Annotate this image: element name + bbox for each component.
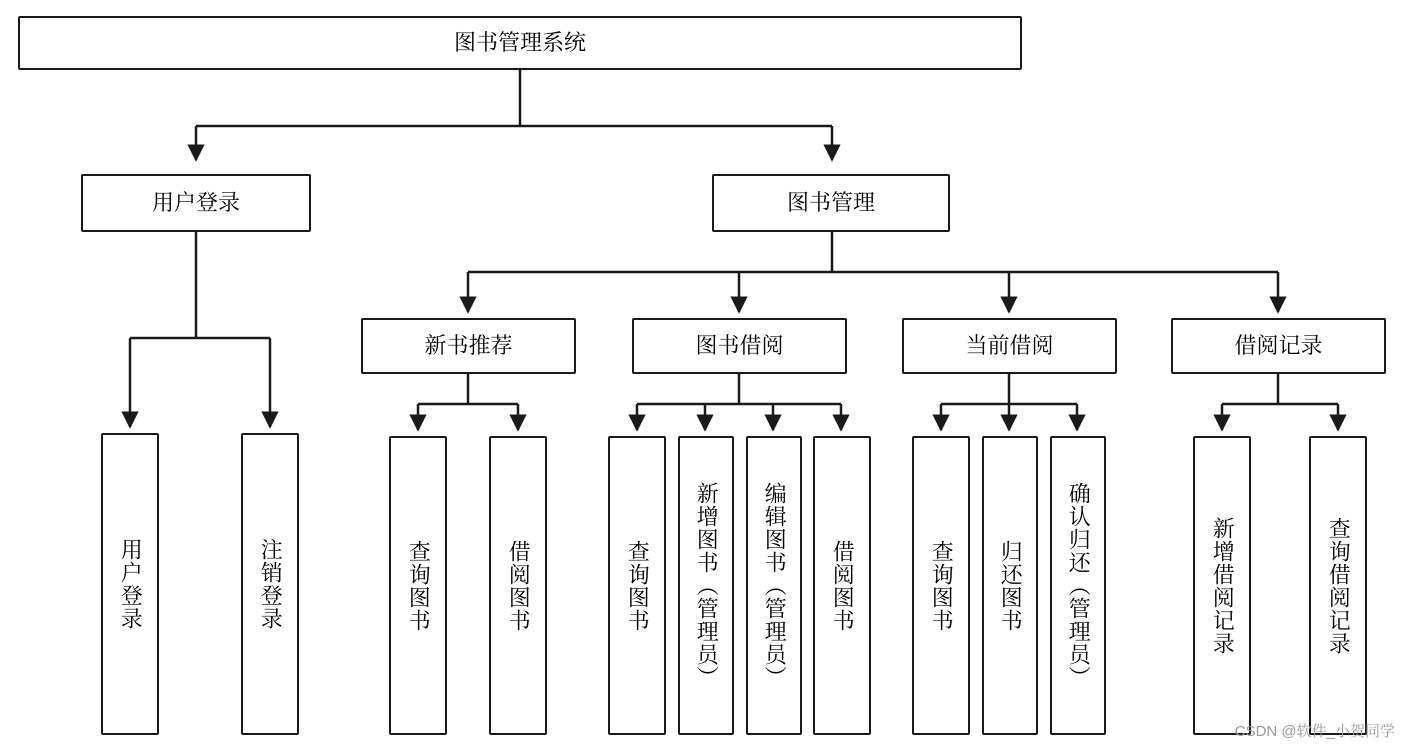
node-book-borrow[interactable] — [632, 318, 847, 374]
leaf-query-record-label: 查询借阅记录 — [1326, 516, 1352, 655]
node-root-label: 图书管理系统 — [453, 30, 586, 56]
leaf-user-login-label: 用户登录 — [118, 538, 144, 630]
node-book-borrow-label: 图书借阅 — [695, 333, 784, 359]
node-current-borrow-label: 当前借阅 — [965, 333, 1054, 359]
leaf-query-book-2-label: 查询图书 — [625, 539, 651, 632]
leaf-query-record[interactable] — [1309, 436, 1367, 735]
leaf-borrow-book-1[interactable] — [489, 436, 547, 735]
leaf-confirm-return-label: 确认归还（管理员） — [1066, 482, 1092, 689]
leaf-logout[interactable] — [241, 433, 299, 735]
leaf-add-record[interactable] — [1193, 436, 1251, 735]
leaf-query-book-1[interactable] — [389, 436, 447, 735]
leaf-query-book-3-label: 查询图书 — [929, 539, 955, 632]
leaf-add-record-label: 新增借阅记录 — [1210, 516, 1236, 655]
node-book-manage-label: 图书管理 — [786, 190, 875, 216]
leaf-borrow-book-1-label: 借阅图书 — [506, 539, 532, 632]
node-root[interactable] — [18, 16, 1022, 70]
leaf-borrow-book-2-label: 借阅图书 — [830, 539, 856, 632]
leaf-return-book-label: 归还图书 — [998, 539, 1024, 632]
leaf-edit-book-label: 编辑图书（管理员） — [762, 482, 788, 689]
node-borrow-record[interactable] — [1171, 318, 1386, 374]
node-borrow-record-label: 借阅记录 — [1234, 333, 1323, 359]
leaf-confirm-return[interactable] — [1050, 436, 1106, 735]
node-new-book-rec-label: 新书推荐 — [424, 333, 513, 359]
leaf-add-book[interactable] — [678, 436, 734, 735]
watermark: CSDN @软件_小贺同学 — [1234, 723, 1395, 740]
leaf-query-book-1-label: 查询图书 — [406, 539, 432, 632]
leaf-borrow-book-2[interactable] — [813, 436, 871, 735]
leaf-query-book-3[interactable] — [912, 436, 970, 735]
node-new-book-rec[interactable] — [361, 318, 576, 374]
node-book-manage[interactable] — [712, 174, 950, 232]
node-current-borrow[interactable] — [902, 318, 1117, 374]
leaf-logout-label: 注销登录 — [258, 538, 284, 630]
leaf-add-book-label: 新增图书（管理员） — [694, 482, 720, 689]
node-user-login-label: 用户登录 — [151, 190, 240, 216]
leaf-return-book[interactable] — [982, 436, 1038, 735]
node-user-login[interactable] — [81, 174, 311, 232]
leaf-user-login[interactable] — [101, 433, 159, 735]
leaf-query-book-2[interactable] — [608, 436, 666, 735]
leaf-edit-book[interactable] — [746, 436, 802, 735]
